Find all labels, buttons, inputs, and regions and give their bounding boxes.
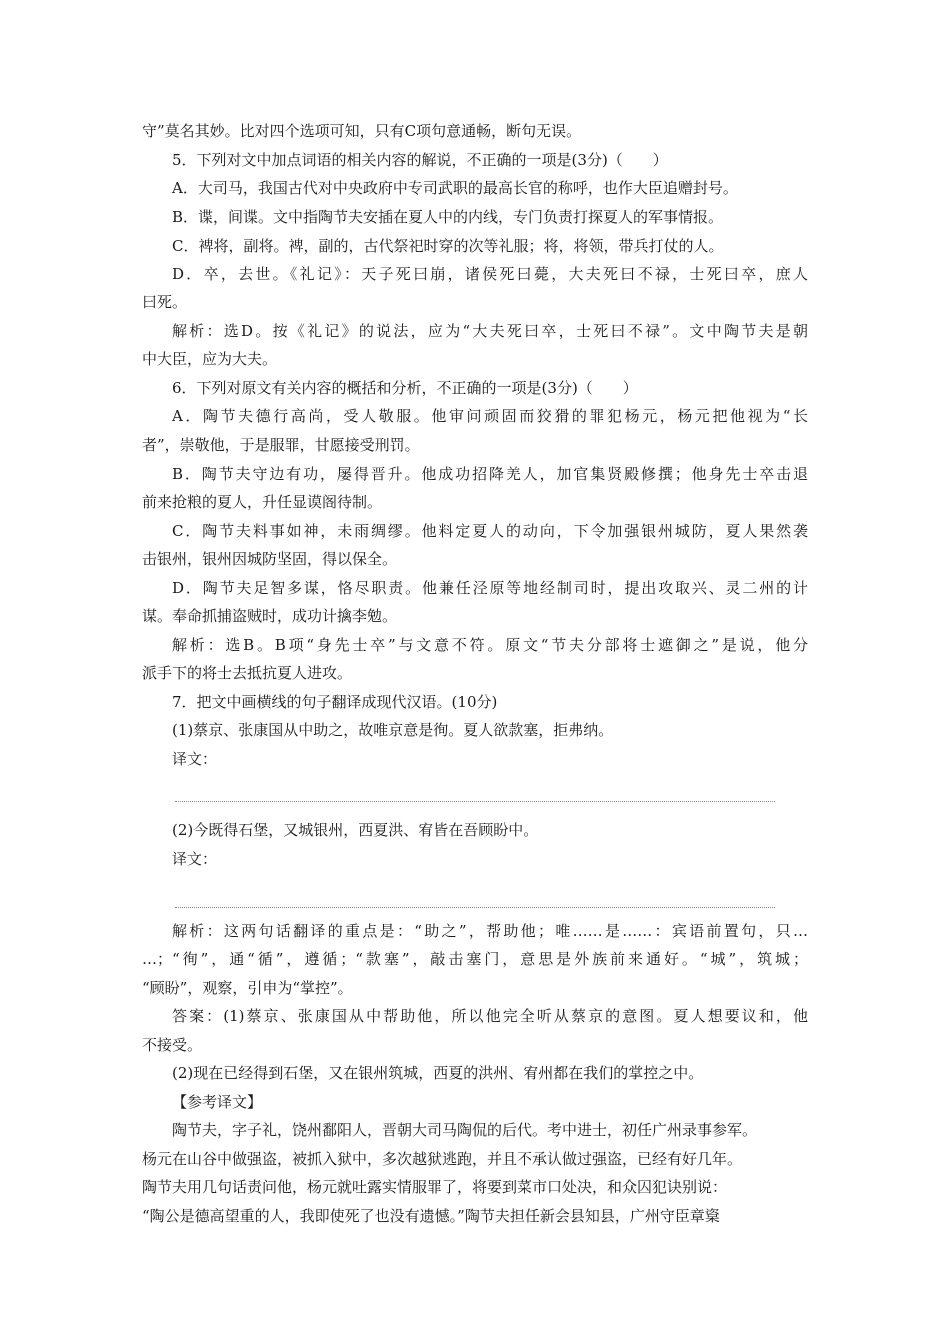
question-7-stem: 7．把文中画横线的句子翻译成现代汉语。(10分) (172, 693, 498, 711)
translation-label: 译文： (172, 750, 218, 768)
section-heading: 【参考译文】 (172, 1093, 263, 1111)
answer-line (175, 907, 775, 908)
text-line: 守”莫名其妙。比对四个选项可知，只有C项句意通畅，断句无误。 (142, 122, 582, 140)
option-6c: C．陶节夫料事如神，未雨绸缪。他料定夏人的动向，下令加强银州城防，夏人果然袭 (172, 522, 808, 540)
option-6b: B．陶节夫守边有功，屡得晋升。他成功招降羌人，加官集贤殿修撰；他身先士卒击退 (172, 465, 808, 483)
question-7-sentence-2: (2)今既得石堡，又城银州，西夏洪、宥皆在吾顾盼中。 (172, 821, 539, 839)
option-6a: A．陶节夫德行高尚，受人敬服。他审问顽固而狡猾的罪犯杨元，杨元把他视为“长 (172, 407, 808, 425)
option-5d: D．卒，去世。《礼记》：天子死曰崩，诸侯死曰薨，大夫死曰不禄，士死曰卒，庶人 (172, 265, 808, 283)
option-6d: D．陶节夫足智多谋，恪尽职责。他兼任泾原等地经制司时，提出攻取兴、灵二州的计 (172, 579, 808, 597)
text-line: 派手下的将士去抵抗夏人进攻。 (142, 664, 353, 682)
option-5b: B．谍，间谍。文中指陶节夫安插在夏人中的内线，专门负责打探夏人的军事情报。 (172, 208, 724, 226)
question-7-sentence-1: (1)蔡京、张康国从中助之，故唯京意是徇。夏人欲款塞，拒弗纳。 (172, 721, 614, 739)
answer-7-part-2: (2)现在已经得到石堡，又在银州筑城，西夏的洪州、宥州都在我们的掌控之中。 (172, 1064, 704, 1082)
text-line: 击银州，银州因城防坚固，得以保全。 (142, 550, 398, 568)
answer-line (175, 801, 775, 802)
text-line: “顾盼”，观察，引申为“掌控”。 (142, 979, 353, 997)
text-line: 中大臣，应为大夫。 (142, 350, 278, 368)
reference-translation-line: 陶节夫，字子礼，饶州鄱阳人，晋朝大司马陶侃的后代。考中进士，初任广州录事参军。 (172, 1121, 758, 1139)
answer-7: 答案：(1)蔡京、张康国从中帮助他，所以他完全听从蔡京的意图。夏人想要议和，他 (172, 1007, 808, 1025)
option-5c: C．裨将，副将。裨，副的，古代祭祀时穿的次等礼服；将，将领，带兵打仗的人。 (172, 237, 724, 255)
analysis-5: 解析：选D。按《礼记》的说法，应为“大夫死曰卒，士死曰不禄”。文中陶节夫是朝 (172, 322, 808, 340)
question-5-stem: 5．下列对文中加点词语的相关内容的解说，不正确的一项是(3分)（ ） (172, 151, 668, 169)
reference-translation-line: 杨元在山谷中做强盗，被抓入狱中，多次越狱逃跑，并且不承认做过强盗，已经有好几年。 (142, 1150, 743, 1168)
reference-translation-line: “陶公是德高望重的人，我即使死了也没有遗憾。”陶节夫担任新会县知县，广州守臣章楶 (142, 1207, 720, 1225)
text-line: 不接受。 (142, 1036, 203, 1054)
option-5a: A．大司马，我国古代对中央政府中专司武职的最高长官的称呼，也作大臣追赠封号。 (172, 179, 738, 197)
reference-translation-line: 陶节夫用几句话责问他，杨元就吐露实情服罪了，将要到菜市口处决，和众囚犯诀别说： (142, 1178, 728, 1196)
analysis-7: 解析：这两句话翻译的重点是：“助之”，帮助他；唯……是……：宾语前置句，只… (172, 922, 808, 940)
translation-label: 译文： (172, 850, 218, 868)
text-line: 者”，崇敬他，于是服罪，甘愿接受刑罚。 (142, 436, 420, 454)
analysis-6: 解析：选B。B项“身先士卒”与文意不符。原文“节夫分部将士遮御之”是说，他分 (172, 636, 808, 654)
text-line: 曰死。 (142, 293, 188, 311)
text-line: …；“徇”，通“循”，遵循；“款塞”，敲击塞门，意思是外族前来通好。“城”，筑城； (142, 950, 808, 968)
question-6-stem: 6．下列对原文有关内容的概括和分析，不正确的一项是(3分)（ ） (172, 379, 638, 397)
text-line: 谋。奉命抓捕盗贼时，成功计擒李勉。 (142, 607, 398, 625)
text-line: 前来抢粮的夏人，升任显谟阁待制。 (142, 493, 383, 511)
